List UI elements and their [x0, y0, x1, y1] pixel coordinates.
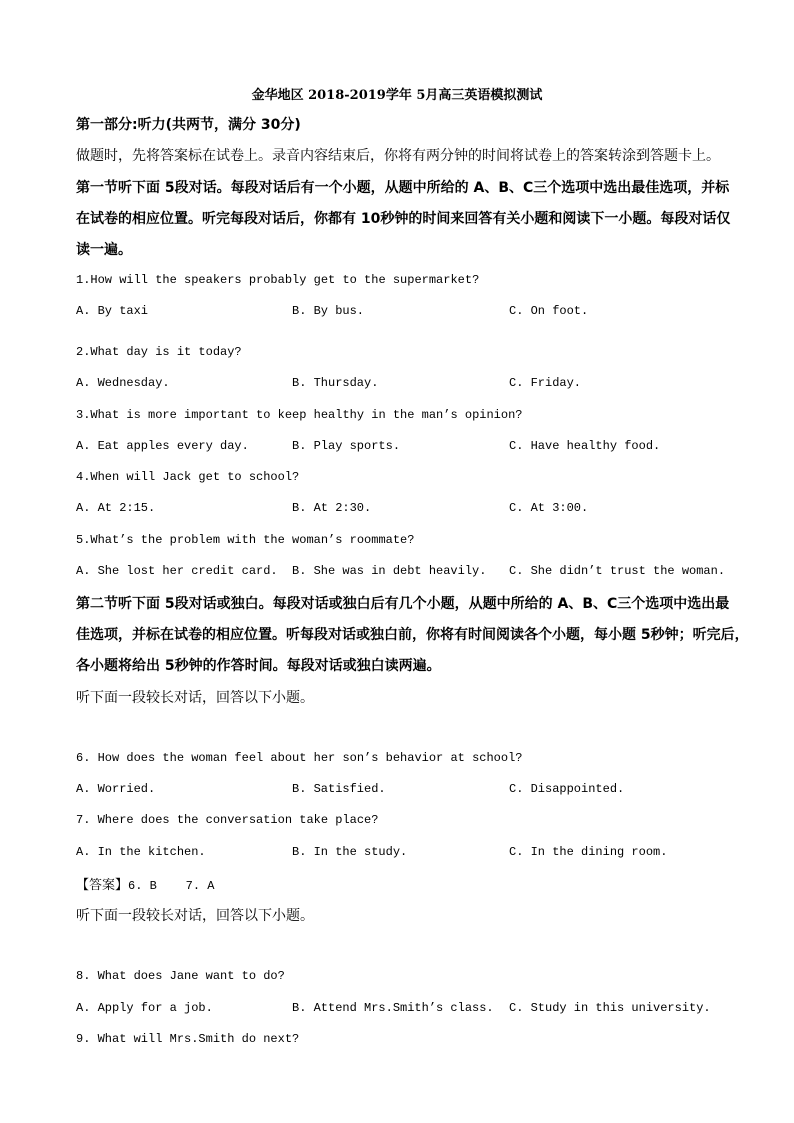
q1-option-a: A. By taxi: [76, 304, 149, 318]
listen-long-dialogue-2: 听下面一段较长对话，回答以下小题。: [76, 908, 314, 924]
q1-option-c: C. On foot.: [509, 304, 589, 318]
q6-option-a: A. Worried.: [76, 782, 156, 796]
q8-option-b: B. Attend Mrs.Smith’s class.: [292, 1001, 494, 1015]
answer-text: 6. B 7. A: [128, 879, 215, 893]
answer-line: [76, 874, 214, 894]
answer-label: 【答案】: [76, 878, 129, 893]
q1-option-b: B. By bus.: [292, 304, 365, 318]
q4-option-b: B. At 2:30.: [292, 501, 372, 515]
listen-long-dialogue-1: 听下面一段较长对话，回答以下小题。: [76, 690, 314, 706]
question-7: 7. Where does the conversation take place?: [76, 813, 379, 827]
question-1: 1.How will the speakers probably get to the supermarket?: [76, 273, 480, 287]
q7-option-a: A. In the kitchen.: [76, 845, 206, 859]
q4-option-c: C. At 3:00.: [509, 501, 589, 515]
q3-option-a: A. Eat apples every day.: [76, 439, 249, 453]
q4-option-a: A. At 2:15.: [76, 501, 156, 515]
question-9: 9. What will Mrs.Smith do next?: [76, 1032, 300, 1046]
section2-line-2: 佳选项，并标在试卷的相应位置。听每段对话或独白前，你将有时间阅读各个小题，每小题 5秒钟；听完后，: [76, 627, 749, 643]
page-title: 金华地区 2018-2019学年 5月高三英语模拟测试: [251, 88, 543, 103]
question-3: 3.What is more important to keep healthy in the man’s opinion?: [76, 408, 523, 422]
q5-option-c: C. She didn’t trust the woman.: [509, 564, 726, 578]
q6-option-c: C. Disappointed.: [509, 782, 625, 796]
section1-line-2: 在试卷的相应位置。听完每段对话后，你都有 10秒钟的时间来回答有关小题和阅读下一小题。每段对话仅: [76, 211, 731, 227]
q2-option-c: C. Friday.: [509, 376, 582, 390]
q8-option-a: A. Apply for a job.: [76, 1001, 213, 1015]
question-6: 6. How does the woman feel about her son’s behavior at school?: [76, 751, 523, 765]
question-5: 5.What’s the problem with the woman’s roommate?: [76, 533, 415, 547]
section1-line-1: 第一节听下面 5段对话。每段对话后有一个小题，从题中所给的 A、B、C三个选项中选出最佳选项，并标: [76, 180, 730, 196]
q5-option-a: A. She lost her credit card.: [76, 564, 278, 578]
instruction-text: 做题时，先将答案标在试卷上。录音内容结束后，你将有两分钟的时间将试卷上的答案转涂到答题卡上。: [76, 148, 720, 164]
q2-option-a: A. Wednesday.: [76, 376, 170, 390]
question-8: 8. What does Jane want to do?: [76, 969, 285, 983]
part1-heading: 第一部分:听力(共两节，满分 30分): [76, 117, 301, 133]
q3-option-c: C. Have healthy food.: [509, 439, 661, 453]
q6-option-b: B. Satisfied.: [292, 782, 386, 796]
question-2: 2.What day is it today?: [76, 345, 242, 359]
section2-line-3: 各小题将给出 5秒钟的作答时间。每段对话或独白读两遍。: [76, 658, 441, 674]
q5-option-b: B. She was in debt heavily.: [292, 564, 487, 578]
q3-option-b: B. Play sports.: [292, 439, 401, 453]
question-4: 4.When will Jack get to school?: [76, 470, 300, 484]
q7-option-b: B. In the study.: [292, 845, 408, 859]
q7-option-c: C. In the dining room.: [509, 845, 668, 859]
q8-option-c: C. Study in this university.: [509, 1001, 711, 1015]
section2-line-1: 第二节听下面 5段对话或独白。每段对话或独白后有几个小题，从题中所给的 A、B、C三个选项中选出最: [76, 596, 730, 612]
section1-line-3: 读一遍。: [76, 242, 132, 258]
q2-option-b: B. Thursday.: [292, 376, 379, 390]
